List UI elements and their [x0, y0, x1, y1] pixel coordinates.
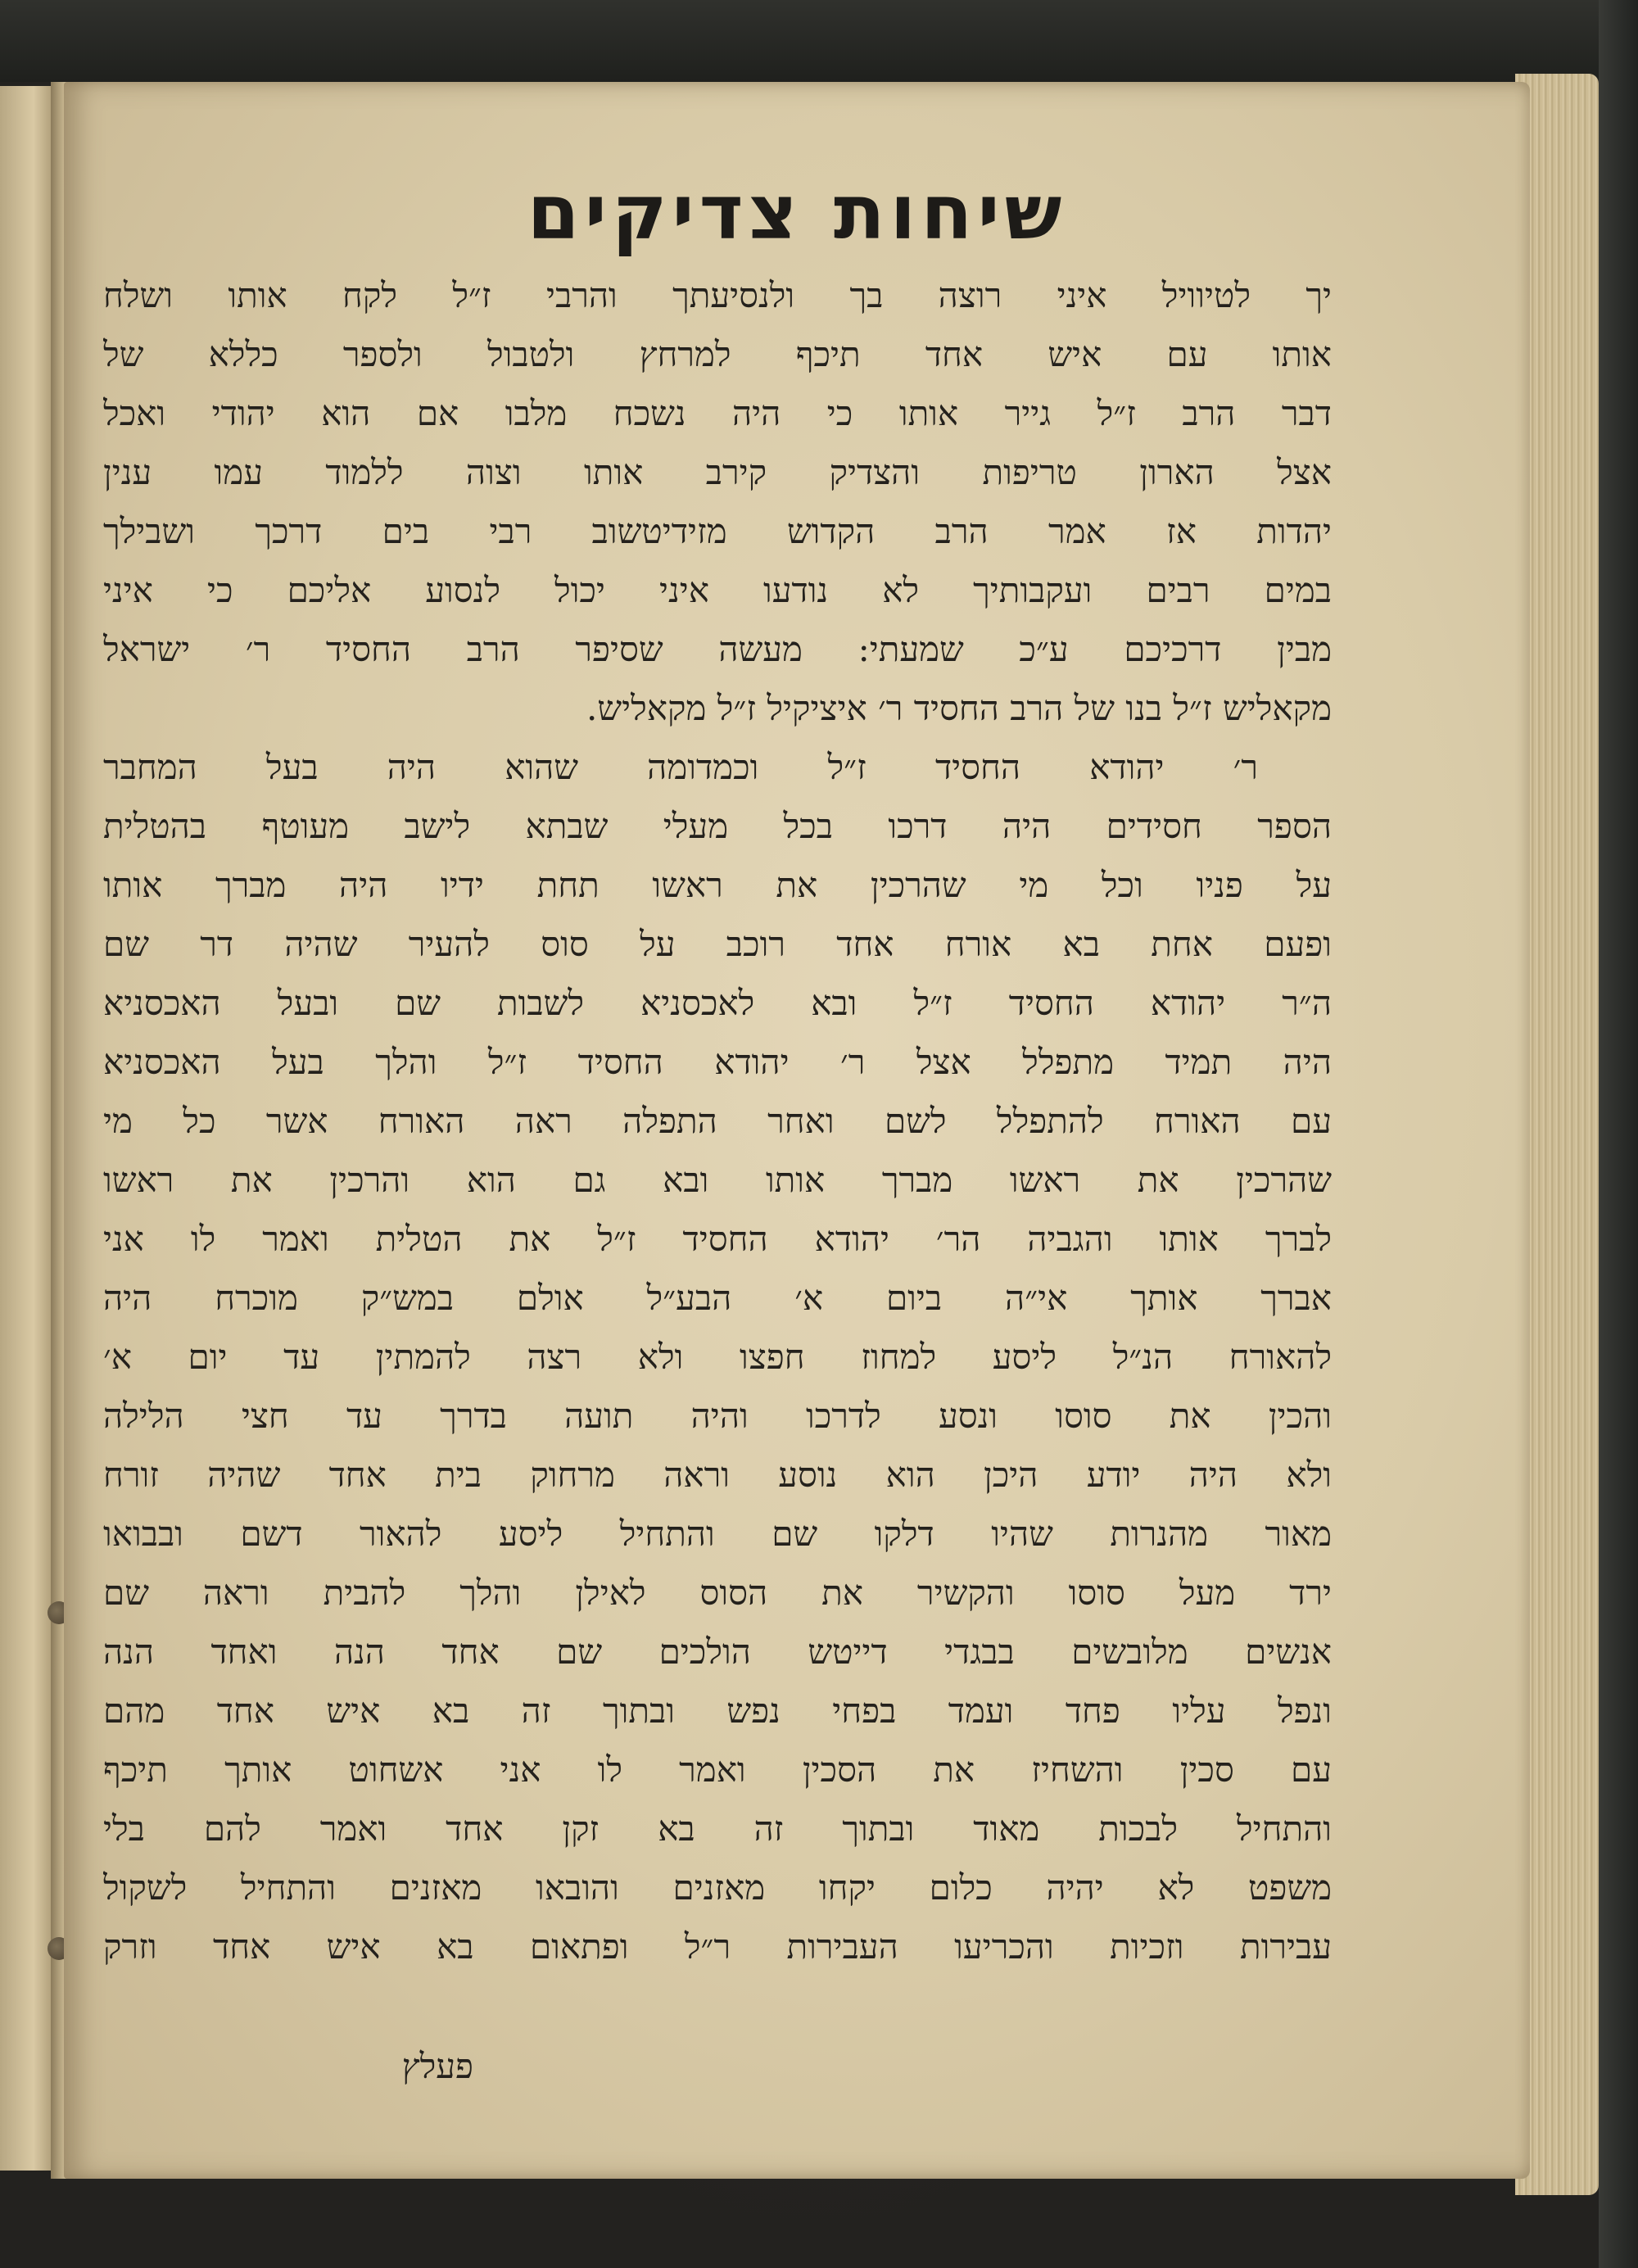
text-line: ה״ר יהודא החסיד ז״ל ובא לאכסניא לשבות שם ובעל האכסניא [103, 983, 1332, 1023]
text-line: אברך אותך אי״ה ביום א׳ הבע״ל אולם במש״ק מוכרח היה [103, 1278, 1332, 1318]
text-line: מבין דרכיכם ע״כ שמעתי: מעשה שסיפר הרב החסיד ר׳ ישראל [103, 629, 1332, 669]
text-line: ופעם אחת בא אורח אחד רוכב על סוס להעיר שהיה דר שם [103, 924, 1332, 964]
text-line: שהרכין את ראשו מברך אותו ובא גם הוא והרכין את ראשו [103, 1160, 1332, 1200]
binding-right-edge [1599, 0, 1638, 2268]
text-line: יהדות אז אמר הרב הקדוש מזידיטשוב רבי בים דרכך ושבילך [103, 511, 1332, 551]
page-title: שיחות צדיקים [527, 169, 1067, 256]
text-line: יך לטיוויל איני רוצה בך ולנסיעתך והרבי ז״ל לקח אותו ושלח [103, 275, 1332, 315]
text-line: אנשים מלובשים בבגדי דייטש הולכים שם אחד הנה ואחד הנה [103, 1632, 1332, 1672]
text-line: דבר הרב ז״ל גייר אותו כי היה נשכח מלבו אם הוא יהודי ואכל [103, 393, 1332, 433]
text-line: לברך אותו והגביה הר׳ יהודא החסיד ז״ל את הטלית ואמר לו אני [103, 1219, 1332, 1259]
facing-page-sliver [0, 86, 56, 2171]
text-line: עם האורח להתפלל לשם ואחר התפלה ראה האורח אשר כל מי [103, 1101, 1332, 1141]
text-line: אותו עם איש אחד תיכף למרחץ ולטבול ולספר כללא של [103, 334, 1332, 374]
text-line: הספר חסידים היה דרכו בכל מעלי שבתא לישב מעוטף בהטלית [103, 806, 1332, 846]
text-line: היה תמיד מתפלל אצל ר׳ יהודא החסיד ז״ל והלך בעל האכסניא [103, 1042, 1332, 1082]
catchword: פעלץ [401, 2046, 473, 2086]
text-line: במים רבים ועקבותיך לא נודעו איני יכול לנסוע אליכם כי איני [103, 570, 1332, 610]
text-line: אצל הארון טריפות והצדיק קירב אותו וצוה ללמוד עמו ענין [103, 452, 1332, 492]
text-line: עבירות וזכיות והכריעו העבירות ר״ל ופתאום בא איש אחד וזרק [103, 1926, 1332, 1967]
text-line: עם סכין והשחיז את הסכין ואמר לו אני אשחוט אותך תיכף [103, 1750, 1332, 1790]
text-line: ירד מעל סוסו והקשיר את הסוס לאילן והלך להבית וראה שם [103, 1573, 1332, 1613]
text-line: על פניו וכל מי שהרכין את ראשו תחת ידיו היה מברך אותו [103, 865, 1332, 905]
text-line: מאור מהנרות שהיו דלקו שם והתחיל ליסע להאור דשם ובבואו [103, 1514, 1332, 1554]
text-line: והתחיל לבכות מאוד ובתוך זה בא זקן אחד ואמר להם בלי [103, 1809, 1332, 1849]
text-line: ולא היה יודע היכן הוא נוסע וראה מרחוק בית אחד שהיה זורח [103, 1455, 1332, 1495]
body-text [103, 266, 1332, 1976]
text-line: להאורח הנ״ל ליסע למחוז חפצו ולא רצה להמתין עד יום א׳ [103, 1337, 1332, 1377]
text-line: ונפל עליו פחד ועמד בפחי נפש ובתוך זה בא איש אחד מהם [103, 1691, 1332, 1731]
book-page [64, 82, 1530, 2179]
text-line: משפט לא יהיה כלום יקחו מאזנים והובאו מאזנים והתחיל לשקול [103, 1867, 1332, 1908]
text-line: והכין את סוסו ונסע לדרכו והיה תועה בדרך עד חצי הלילה [103, 1396, 1332, 1436]
text-line: ר׳ יהודא החסיד ז״ל וכמדומה שהוא היה בעל המחבר [103, 747, 1258, 787]
binding-top-edge [0, 0, 1638, 82]
text-line: מקאליש ז״ל בנו של הרב החסיד ר׳ איציקיל ז״ל מקאליש. [586, 688, 1332, 728]
